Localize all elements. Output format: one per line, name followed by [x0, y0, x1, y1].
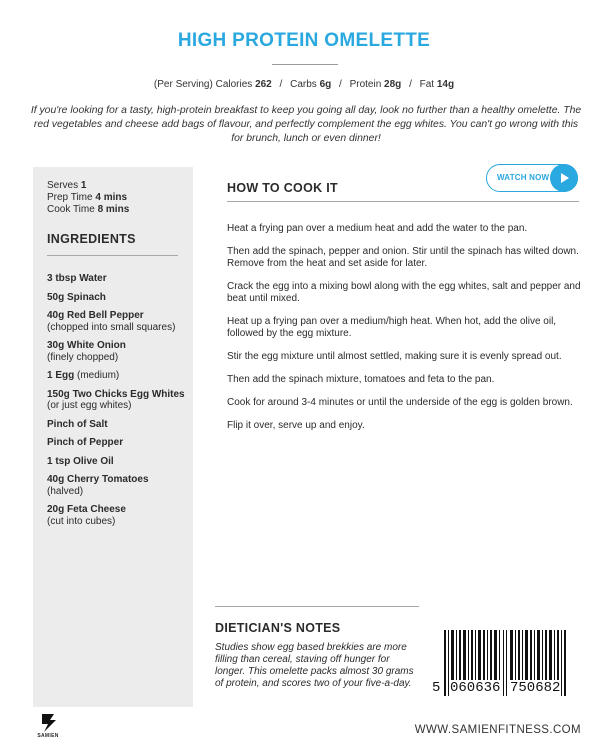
ingredient-name: 1 tsp Olive Oil [47, 455, 114, 467]
step-text: Crack the egg into a mixing bowl along with the egg whites, salt and pepper and beat until mixed. [227, 281, 581, 304]
ingredient-note: (chopped into small squares) [47, 321, 176, 333]
cook-line [47, 204, 129, 216]
ingredient-name: Pinch of Salt [47, 418, 108, 430]
step-text: Then add the spinach, pepper and onion. Stir until the spinach has wilted down. Remove from the heat and set aside for later. [227, 246, 579, 269]
ingredient-item [47, 389, 187, 412]
ingredient-name: 50g Spinach [47, 291, 106, 303]
ingredient-note: (cut into cubes) [47, 515, 116, 527]
ingredient-name: 40g Cherry Tomatoes [47, 474, 149, 485]
nutrition-separator: / [409, 79, 412, 90]
step-text: Stir the egg mixture until almost settled, making sure it is evenly spread out. [227, 351, 562, 362]
protein-label: Protein [349, 79, 382, 90]
ingredient-item [47, 370, 187, 382]
ingredient-note: (or just egg whites) [47, 400, 132, 411]
carbs-label: Carbs [290, 79, 317, 90]
ingredients-heading: INGREDIENTS [47, 232, 136, 246]
ingredients-list [47, 273, 187, 534]
ingredient-name: Pinch of Pepper [47, 437, 124, 448]
step-text: Cook for around 3-4 minutes or until the underside of the egg is golden brown. [227, 397, 573, 408]
ingredient-item [47, 456, 187, 468]
ingredient-item [47, 504, 187, 527]
recipe-meta [47, 180, 129, 216]
ingredient-name: 20g Feta Cheese [47, 504, 126, 515]
ingredient-name: 30g White Onion [47, 340, 126, 351]
protein-value: 28g [384, 79, 402, 90]
nutrition-summary [0, 79, 608, 90]
intro-text: If you're looking for a tasty, high-protein breakfast to keep you going all day, look no further than a healthy omelette. The red vegetables and cheese add bags of flavour, and perfectly complement the egg whites. You can't go wrong with this for brunch, lunch or even dinner! [30, 105, 582, 144]
ingredient-item [47, 474, 187, 497]
cook-label: Cook Time [47, 204, 95, 215]
nutrition-separator: / [339, 79, 342, 90]
prep-label: Prep Time [47, 192, 93, 203]
ingredient-item [47, 419, 187, 431]
watch-now-button[interactable] [486, 164, 578, 192]
ingredient-name: 3 tbsp Water [47, 273, 107, 284]
barcode-left-group: 060636 [450, 680, 501, 696]
ingredient-name: 150g Two Chicks Egg Whites [47, 388, 185, 400]
cooking-steps [227, 223, 582, 443]
serves-label: Serves [47, 180, 79, 191]
ingredient-item [47, 292, 187, 304]
logo-text: SAMIEN [37, 733, 59, 739]
ingredient-item [47, 437, 187, 449]
cook-value: 8 mins [97, 204, 130, 215]
barcode-first-digit: 5 [432, 680, 441, 696]
calories-value: 262 [255, 79, 272, 90]
ingredient-name: 40g Red Bell Pepper [47, 310, 144, 321]
website-url[interactable]: WWW.SAMIENFITNESS.COM [414, 724, 581, 736]
title-divider [272, 64, 338, 65]
ingredient-item [47, 310, 187, 333]
how-to-cook-divider [227, 201, 579, 202]
barcode-digits [430, 680, 580, 698]
how-to-cook-heading: HOW TO COOK IT [227, 181, 338, 195]
serves-line [47, 180, 129, 192]
ingredient-note: (medium) [74, 370, 120, 381]
notes-divider [215, 606, 419, 607]
carbs-value: 6g [319, 79, 332, 90]
ingredient-note: (finely chopped) [47, 351, 119, 363]
step-text: Flip it over, serve up and enjoy. [227, 420, 365, 431]
play-icon [550, 164, 578, 192]
fat-label: Fat [419, 79, 435, 90]
page-title: HIGH PROTEIN OMELETTE [177, 30, 431, 51]
dietician-notes-text: Studies show egg based brekkies are more filling than cereal, staving off hunger for longer. This omelette packs almost 30 grams of protein, and scores two of your five-a-day. [215, 642, 414, 689]
step-text: Heat up a frying pan over a medium/high heat. When hot, add the olive oil, followed by the egg mixture. [227, 316, 557, 339]
ingredient-item [47, 273, 187, 285]
prep-value: 4 mins [95, 192, 128, 203]
step-text: Then add the spinach mixture, tomatoes and feta to the pan. [227, 374, 495, 385]
nutrition-prefix: (Per Serving) Calories [153, 79, 253, 90]
ingredients-sidebar [33, 167, 193, 707]
dietician-notes-heading: DIETICIAN'S NOTES [215, 621, 341, 635]
barcode-right-group: 750682 [510, 680, 561, 696]
ingredient-name: 1 Egg [47, 370, 75, 381]
ingredient-note: (halved) [47, 485, 84, 497]
fat-value: 14g [436, 79, 455, 90]
watch-now-label: WATCH NOW [497, 173, 550, 182]
prep-line [47, 192, 129, 204]
nutrition-separator: / [279, 79, 283, 90]
ingredient-item [47, 340, 187, 363]
ingredients-divider [47, 255, 178, 256]
step-text: Heat a frying pan over a medium heat and add the water to the pan. [227, 223, 528, 234]
serves-value: 1 [80, 180, 87, 191]
